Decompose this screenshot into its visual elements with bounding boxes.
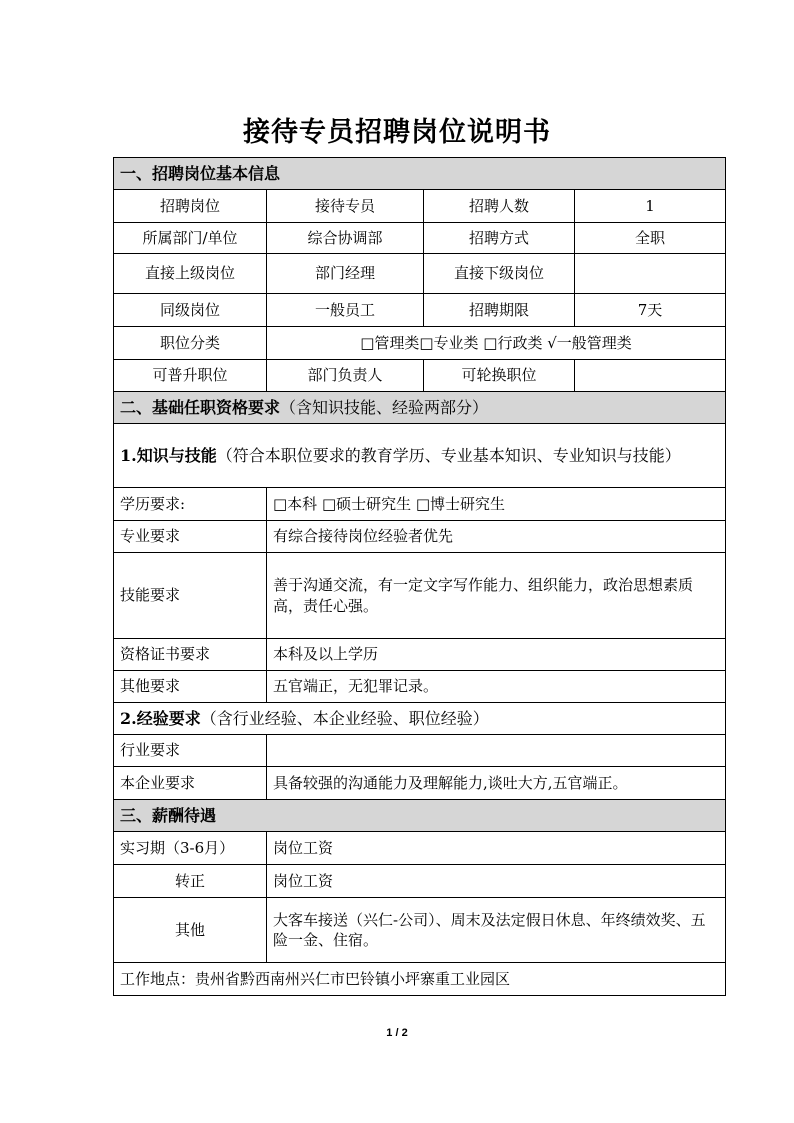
table-row: [114, 671, 726, 703]
table-row: [114, 327, 726, 360]
headcount-value: 1: [575, 190, 726, 223]
table-row: [114, 703, 726, 735]
skills-label: 技能要求: [114, 553, 267, 639]
regular-value: 岗位工资: [267, 865, 726, 898]
company-label: 本企业要求: [114, 767, 267, 800]
mode-value: 全职: [575, 223, 726, 254]
page-number: 1 / 2: [386, 1027, 408, 1039]
major-value: 有综合接待岗位经验者优先: [267, 521, 726, 553]
table-row: [114, 735, 726, 767]
major-label: 专业要求: [114, 521, 267, 553]
section1-header: 一、招聘岗位基本信息: [114, 158, 726, 190]
experience-note: （含行业经验、本企业经验、职位经验）: [200, 708, 489, 728]
section2-header: [114, 392, 726, 424]
other-req-value: 五官端正，无犯罪记录。: [267, 671, 726, 703]
table-row: [114, 767, 726, 800]
period-label: 招聘期限: [424, 294, 575, 327]
education-label: 学历要求:: [114, 488, 267, 521]
regular-label: 转正: [114, 865, 267, 898]
section2-title: 二、基础任职资格要求: [120, 397, 281, 417]
table-row: [114, 865, 726, 898]
section3-header: 三、薪酬待遇: [114, 800, 726, 832]
category-label: 职位分类: [114, 327, 267, 360]
skills-value: 善于沟通交流，有一定文字写作能力、组织能力，政治思想素质高，责任心强。: [267, 553, 726, 639]
table-row: [114, 639, 726, 671]
promote-value: 部门负责人: [267, 360, 424, 392]
mode-label: 招聘方式: [424, 223, 575, 254]
promote-label: 可普升职位: [114, 360, 267, 392]
table-row: [114, 963, 726, 996]
dept-label: 所属部门/单位: [114, 223, 267, 254]
superior-label: 直接上级岗位: [114, 254, 267, 294]
section2-header-row: [114, 392, 726, 424]
benefits-label: 其他: [114, 898, 267, 963]
section3-header-row: [114, 800, 726, 832]
experience-title: 2.经验要求: [120, 708, 201, 728]
page-title: 接待专员招聘岗位说明书: [243, 117, 551, 148]
table-row: [114, 521, 726, 553]
headcount-label: 招聘人数: [424, 190, 575, 223]
category-value: □管理类□专业类 □行政类 √一般管理类: [267, 327, 726, 360]
cert-value: 本科及以上学历: [267, 639, 726, 671]
industry-label: 行业要求: [114, 735, 267, 767]
table-row: [114, 190, 726, 223]
peer-value: 一般员工: [267, 294, 424, 327]
intern-label: 实习期（3-6月）: [114, 832, 267, 865]
position-value: 接待专员: [267, 190, 424, 223]
knowledge-note: （符合本职位要求的教育学历、专业基本知识、专业知识与技能）: [216, 445, 681, 465]
industry-value: [267, 735, 726, 767]
table-row: [114, 832, 726, 865]
other-req-label: 其他要求: [114, 671, 267, 703]
superior-value: 部门经理: [267, 254, 424, 294]
rotate-value: [575, 360, 726, 392]
section1-header-row: [114, 158, 726, 190]
period-value: 7天: [575, 294, 726, 327]
table-row: [114, 553, 726, 639]
cert-label: 资格证书要求: [114, 639, 267, 671]
table-row: [114, 254, 726, 294]
job-description-table: [113, 157, 726, 996]
dept-value: 综合协调部: [267, 223, 424, 254]
table-row: [114, 294, 726, 327]
table-row: [114, 898, 726, 963]
benefits-value: 大客车接送（兴仁-公司）、周末及法定假日休息、年终绩效奖、五险一金、住宿。: [267, 898, 726, 963]
table-row: [114, 223, 726, 254]
subordinate-value: [575, 254, 726, 294]
rotate-label: 可轮换职位: [424, 360, 575, 392]
subordinate-label: 直接下级岗位: [424, 254, 575, 294]
knowledge-subheader: [114, 424, 726, 488]
table-row: [114, 424, 726, 488]
section2-note: （含知识技能、经验两部分）: [280, 397, 489, 417]
education-value: □本科 □硕士研究生 □博士研究生: [267, 488, 726, 521]
company-value: 具备较强的沟通能力及理解能力,谈吐大方,五官端正。: [267, 767, 726, 800]
table-row: [114, 488, 726, 521]
table-row: [114, 360, 726, 392]
intern-value: 岗位工资: [267, 832, 726, 865]
position-label: 招聘岗位: [114, 190, 267, 223]
knowledge-title: 1.知识与技能: [120, 445, 217, 465]
experience-subheader: [114, 703, 726, 735]
peer-label: 同级岗位: [114, 294, 267, 327]
work-location: 工作地点：贵州省黔西南州兴仁市巴铃镇小坪寨重工业园区: [114, 963, 726, 996]
